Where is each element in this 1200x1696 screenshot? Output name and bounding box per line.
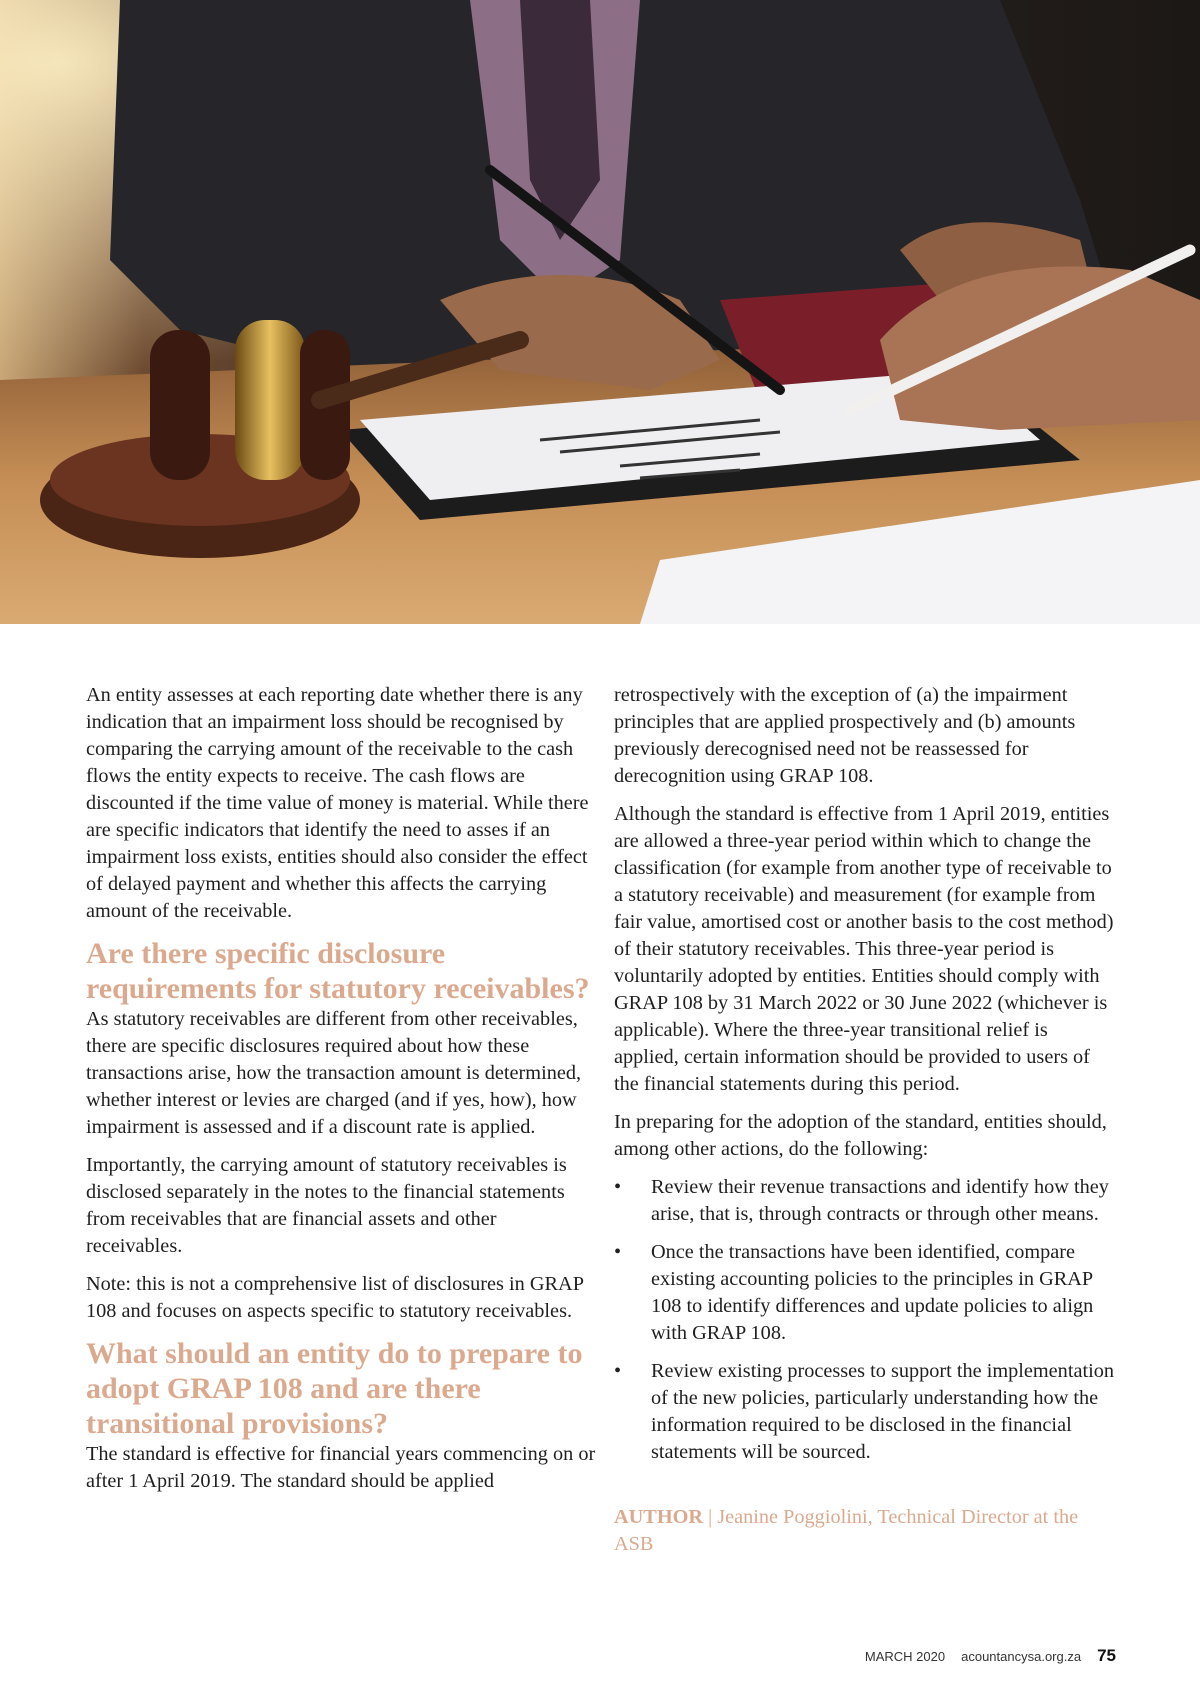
left-column: [86, 682, 596, 1506]
bullet-icon: •: [614, 1176, 622, 1198]
paragraph: Importantly, the carrying amount of statutory receivables is disclosed separately in the notes to the financial statements from receivables that are financial assets and other receivables.: [86, 1154, 567, 1257]
bullet-icon: •: [614, 1360, 622, 1382]
list-item: • Review their revenue transactions and identify how they arise, that is, through contracts or through other means.: [614, 1176, 1109, 1225]
paragraph: The standard is effective for financial years commencing on or after 1 April 2019. The standard should be applied: [86, 1443, 596, 1492]
right-column: [614, 682, 1114, 1569]
list-item: • Once the transactions have been identified, compare existing accounting policies to the principles in GRAP 108 to identify differences and update policies to align with GRAP 108.: [614, 1241, 1094, 1344]
lawyer-signing-illustration: [0, 0, 1200, 624]
hero-photo: [0, 0, 1200, 624]
section-heading: Are there specific disclosure requirements for statutory receivables?: [86, 937, 590, 1005]
page-footer: [865, 1646, 1116, 1666]
paragraph: retrospectively with the exception of (a) the impairment principles that are applied prospectively and (b) amounts previously derecognised need not be reassessed for derecognition using GRAP 108.: [614, 684, 1076, 787]
action-list: [614, 1174, 1114, 1466]
author-label: AUTHOR: [614, 1506, 704, 1528]
section-heading: What should an entity do to prepare to adopt GRAP 108 and are there transitional provisions?: [86, 1337, 583, 1440]
author-separator: |: [703, 1506, 718, 1528]
website-link[interactable]: acountancysa.org.za: [961, 1649, 1082, 1664]
author-credit: [614, 1504, 1114, 1558]
paragraph: As statutory receivables are different from other receivables, there are specific disclosures required about how these transactions arise, how the transaction amount is determined, whether interest or levies are charged (and if yes, how), how impairment is assessed and if a discount rate is applied.: [86, 1008, 582, 1138]
list-item: • Review existing processes to support the implementation of the new policies, particularly understanding how the information required to be disclosed in the financial statements will be sourced.: [614, 1360, 1115, 1463]
bullet-icon: •: [614, 1241, 622, 1263]
paragraph: Note: this is not a comprehensive list of disclosures in GRAP 108 and focuses on aspects specific to statutory receivables.: [86, 1273, 584, 1322]
paragraph: In preparing for the adoption of the standard, entities should, among other actions, do the following:: [614, 1111, 1107, 1160]
author-name: Jeanine Poggiolini, Technical Director at the ASB: [614, 1506, 1079, 1555]
issue-date: MARCH 2020: [864, 1649, 946, 1664]
paragraph: An entity assesses at each reporting date whether there is any indication that an impairment loss should be recognised by comparing the carrying amount of the receivable to the cash flows the entity expects to receive. The cash flows are discounted if the time value of money is material. While there are specific indicators that identify the need to asses if an impairment loss exists, entities should also consider the effect of delayed payment and whether this affects the carrying amount of the receivable.: [86, 684, 589, 922]
page-number: 75: [1097, 1646, 1116, 1665]
paragraph: Although the standard is effective from 1 April 2019, entities are allowed a three-year period within which to change the classification (for example from another type of receivable to a statutory receivable) and measurement (for example from fair value, amortised cost or another basis to the cost method) of their statutory receivables. This three-year period is voluntarily adopted by entities. Entities should comply with GRAP 108 by 31 March 2022 or 30 June 2022 (whichever is applicable). Where the three-year transitional relief is applied, certain information should be provided to users of the financial statements during this period.: [614, 803, 1114, 1095]
